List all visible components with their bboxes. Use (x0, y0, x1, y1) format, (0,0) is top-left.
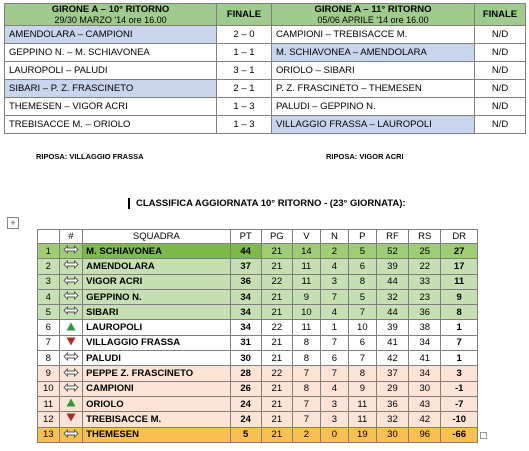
standings-team: TREBISACCE M. (83, 412, 230, 427)
standings-pg: 22 (261, 320, 292, 335)
header-hash: # (59, 230, 83, 244)
standings-p: 5 (348, 289, 376, 304)
standings-pt: 24 (230, 396, 261, 411)
fixtures-table (4, 3, 526, 134)
fixture-score-right: N/D (475, 26, 526, 44)
fixture-score-right: N/D (475, 44, 526, 62)
standings-dr: 9 (441, 289, 478, 304)
standings-pt: 34 (230, 320, 261, 335)
standings-n: 1 (320, 320, 348, 335)
round-10-header (5, 4, 217, 26)
standings-pt: 34 (230, 305, 261, 320)
standings-pg: 21 (261, 289, 292, 304)
standings-v: 11 (292, 259, 320, 274)
fixture-score-right: N/D (475, 98, 526, 116)
fixture-row (5, 62, 526, 80)
fixture-match-left: SIBARI – P. Z. FRASCINETO (5, 80, 217, 98)
fixture-match-left: LAUROPOLI – PALUDI (5, 62, 217, 80)
standings-pg: 21 (261, 396, 292, 411)
double-arrow-icon (63, 306, 79, 318)
standings-trend (59, 289, 83, 304)
fixture-row (5, 26, 526, 44)
standings-trend (59, 351, 83, 366)
standings-team: VILLAGGIO FRASSA (83, 335, 230, 350)
standings-row (38, 305, 478, 320)
standings-pg: 21 (261, 412, 292, 427)
standings-dr: 1 (441, 351, 478, 366)
header-pt: PT (230, 230, 261, 244)
standings-v: 11 (292, 274, 320, 289)
fixture-score-right: N/D (475, 80, 526, 98)
standings-p: 11 (348, 412, 376, 427)
standings-pg: 22 (261, 366, 292, 381)
standings-header-row (38, 230, 478, 244)
standings-row (38, 366, 478, 381)
up-triangle-icon (66, 322, 76, 334)
standings-p: 7 (348, 351, 376, 366)
standings-v: 9 (292, 289, 320, 304)
standings-v: 2 (292, 427, 320, 442)
standings-pt: 34 (230, 289, 261, 304)
standings-trend (59, 427, 83, 442)
standings-position: 10 (38, 381, 60, 396)
standings-n: 2 (320, 244, 348, 259)
standings-rf: 52 (376, 244, 408, 259)
standings-trend (59, 274, 83, 289)
standings-dr: 27 (441, 244, 478, 259)
standings-dr: -7 (441, 396, 478, 411)
standings-team: PEPPE Z. FRASCINETO (83, 366, 230, 381)
standings-pt: 28 (230, 366, 261, 381)
standings-rs: 38 (409, 320, 441, 335)
standings-row (38, 396, 478, 411)
standings-team: CAMPIONI (83, 381, 230, 396)
standings-p: 6 (348, 259, 376, 274)
standings-rs: 22 (409, 259, 441, 274)
standings-p: 8 (348, 274, 376, 289)
standings-trend (59, 244, 83, 259)
fixture-match-left: GEPPINO N. – M. SCHIAVONEA (5, 44, 217, 62)
standings-trend (59, 412, 83, 427)
standings-position: 8 (38, 351, 60, 366)
down-triangle-icon (66, 413, 76, 425)
fixture-match-left: AMENDOLARA – CAMPIONI (5, 26, 217, 44)
double-arrow-icon (63, 276, 79, 288)
standings-rf: 29 (376, 381, 408, 396)
round-10-final-header: FINALE (217, 4, 272, 26)
standings-pg: 21 (261, 427, 292, 442)
standings-row (38, 412, 478, 427)
riposa-left: RIPOSA: VILLAGGIO FRASSA (36, 152, 144, 161)
standings-v: 8 (292, 335, 320, 350)
standings-rs: 41 (409, 351, 441, 366)
standings-pg: 21 (261, 259, 292, 274)
standings-v: 11 (292, 320, 320, 335)
standings-position: 11 (38, 396, 60, 411)
fixture-score-right: N/D (475, 62, 526, 80)
table-resize-handle[interactable] (480, 432, 487, 439)
standings-trend (59, 305, 83, 320)
fixture-score-right: N/D (475, 116, 526, 134)
standings-rf: 41 (376, 335, 408, 350)
double-arrow-icon (63, 368, 79, 380)
round-11-title: GIRONE A – 11° RITORNO (314, 4, 432, 15)
fixture-match-right: CAMPIONI – TREBISACCE M. (272, 26, 475, 44)
header-pg: PG (261, 230, 292, 244)
standings-n: 3 (320, 396, 348, 411)
standings-pt: 37 (230, 259, 261, 274)
standings-pt: 24 (230, 412, 261, 427)
fixtures-header-row (5, 4, 526, 26)
standings-pg: 21 (261, 244, 292, 259)
standings-position: 7 (38, 335, 60, 350)
standings-team: LAUROPOLI (83, 320, 230, 335)
standings-rf: 44 (376, 305, 408, 320)
standings-dr: 17 (441, 259, 478, 274)
standings-position: 3 (38, 274, 60, 289)
standings-n: 0 (320, 427, 348, 442)
round-10-date: 29/30 MARZO '14 ore 16.00 (54, 15, 167, 25)
standings-p: 6 (348, 335, 376, 350)
standings-trend (59, 335, 83, 350)
standings-p: 19 (348, 427, 376, 442)
down-triangle-icon (66, 337, 76, 349)
standings-position: 1 (38, 244, 60, 259)
standings-rf: 32 (376, 289, 408, 304)
standings-row (38, 274, 478, 289)
standings-rs: 43 (409, 396, 441, 411)
standings-rs: 30 (409, 381, 441, 396)
standings-dr: -1 (441, 381, 478, 396)
standings-rf: 37 (376, 366, 408, 381)
fixture-score-left: 1 – 3 (217, 98, 272, 116)
standings-v: 7 (292, 412, 320, 427)
double-arrow-icon (63, 291, 79, 303)
standings-row (38, 351, 478, 366)
fixture-row (5, 44, 526, 62)
standings-n: 6 (320, 351, 348, 366)
standings-pt: 36 (230, 274, 261, 289)
standings-team: ORIOLO (83, 396, 230, 411)
standings-v: 7 (292, 366, 320, 381)
round-11-final-header: FINALE (475, 4, 526, 26)
standings-rs: 34 (409, 366, 441, 381)
standings-trend (59, 366, 83, 381)
standings-p: 9 (348, 381, 376, 396)
standings-n: 7 (320, 366, 348, 381)
standings-rs: 36 (409, 305, 441, 320)
standings-row (38, 320, 478, 335)
standings-position: 12 (38, 412, 60, 427)
riposa-right: RIPOSA: VIGOR ACRI (326, 152, 404, 161)
standings-position: 5 (38, 305, 60, 320)
standings-pt: 5 (230, 427, 261, 442)
standings-dr: -10 (441, 412, 478, 427)
standings-pt: 30 (230, 351, 261, 366)
fixture-match-right: M. SCHIAVONEA – AMENDOLARA (272, 44, 475, 62)
standings-pt: 44 (230, 244, 261, 259)
standings-position: 4 (38, 289, 60, 304)
round-11-header (272, 4, 475, 26)
standings-title: CLASSIFICA AGGIORNATA 10° RITORNO - (23° GIORNATA): (128, 198, 406, 209)
standings-pg: 21 (261, 381, 292, 396)
round-11-date: 05/06 APRILE '14 ore 16.00 (317, 15, 429, 25)
fixture-match-right: P. Z. FRASCINETO – THEMESEN (272, 80, 475, 98)
standings-trend (59, 259, 83, 274)
standings-p: 11 (348, 396, 376, 411)
standings-rs: 33 (409, 274, 441, 289)
standings-pg: 21 (261, 305, 292, 320)
fixture-match-right: PALUDI – GEPPINO N. (272, 98, 475, 116)
standings-pg: 21 (261, 335, 292, 350)
fixture-score-left: 1 – 1 (217, 44, 272, 62)
standings-trend (59, 396, 83, 411)
fixture-match-right: VILLAGGIO FRASSA – LAUROPOLI (272, 116, 475, 134)
standings-position: 13 (38, 427, 60, 442)
standings-position: 6 (38, 320, 60, 335)
standings-v: 7 (292, 396, 320, 411)
fixture-match-left: THEMESEN – VIGOR ACRI (5, 98, 217, 116)
standings-dr: 3 (441, 366, 478, 381)
standings-team: PALUDI (83, 351, 230, 366)
standings-rs: 96 (409, 427, 441, 442)
standings-n: 7 (320, 335, 348, 350)
header-rs: RS (409, 230, 441, 244)
standings-rf: 30 (376, 427, 408, 442)
standings-dr: 1 (441, 320, 478, 335)
double-arrow-icon (63, 245, 79, 257)
fixture-score-left: 1 – 3 (217, 116, 272, 134)
up-triangle-icon (66, 398, 76, 410)
standings-n: 7 (320, 289, 348, 304)
standings-v: 10 (292, 305, 320, 320)
standings-rf: 32 (376, 412, 408, 427)
standings-table (37, 229, 478, 443)
standings-dr: 7 (441, 335, 478, 350)
standings-pt: 31 (230, 335, 261, 350)
standings-row (38, 244, 478, 259)
standings-rs: 34 (409, 335, 441, 350)
standings-team: GEPPINO N. (83, 289, 230, 304)
standings-team: SIBARI (83, 305, 230, 320)
standings-rs: 23 (409, 289, 441, 304)
standings-team: VIGOR ACRI (83, 274, 230, 289)
fixture-match-left: TREBISACCE M. – ORIOLO (5, 116, 217, 134)
standings-p: 7 (348, 305, 376, 320)
fixture-row (5, 98, 526, 116)
fixture-row (5, 116, 526, 134)
standings-rf: 44 (376, 274, 408, 289)
standings-pt: 26 (230, 381, 261, 396)
standings-pg: 22 (261, 274, 292, 289)
header-dr: DR (441, 230, 478, 244)
standings-row (38, 259, 478, 274)
round-10-title: GIRONE A – 10° RITORNO (51, 4, 170, 15)
table-move-handle-icon[interactable]: + (7, 217, 19, 229)
header-v: V (292, 230, 320, 244)
standings-rf: 39 (376, 320, 408, 335)
standings-position: 9 (38, 366, 60, 381)
fixture-score-left: 2 – 1 (217, 80, 272, 98)
standings-v: 8 (292, 381, 320, 396)
standings-n: 4 (320, 381, 348, 396)
standings-v: 14 (292, 244, 320, 259)
fixture-score-left: 3 – 1 (217, 62, 272, 80)
standings-p: 8 (348, 366, 376, 381)
standings-rs: 42 (409, 412, 441, 427)
double-arrow-icon (63, 260, 79, 272)
header-rf: RF (376, 230, 408, 244)
standings-rs: 25 (409, 244, 441, 259)
standings-n: 4 (320, 259, 348, 274)
fixture-score-left: 2 – 0 (217, 26, 272, 44)
standings-dr: 11 (441, 274, 478, 289)
standings-team: M. SCHIAVONEA (83, 244, 230, 259)
standings-trend (59, 381, 83, 396)
standings-rf: 36 (376, 396, 408, 411)
standings-dr: 8 (441, 305, 478, 320)
standings-position: 2 (38, 259, 60, 274)
standings-v: 8 (292, 351, 320, 366)
standings-body (38, 244, 478, 443)
standings-pg: 21 (261, 351, 292, 366)
standings-rf: 42 (376, 351, 408, 366)
double-arrow-icon (63, 352, 79, 364)
double-arrow-icon (63, 383, 79, 395)
standings-p: 10 (348, 320, 376, 335)
standings-rf: 39 (376, 259, 408, 274)
standings-team: AMENDOLARA (83, 259, 230, 274)
standings-trend (59, 320, 83, 335)
standings-row (38, 381, 478, 396)
standings-team: THEMESEN (83, 427, 230, 442)
standings-p: 5 (348, 244, 376, 259)
standings-n: 3 (320, 274, 348, 289)
standings-n: 4 (320, 305, 348, 320)
header-n: N (320, 230, 348, 244)
double-arrow-icon (63, 429, 79, 441)
standings-dr: -66 (441, 427, 478, 442)
standings-row (38, 335, 478, 350)
header-pos (38, 230, 60, 244)
standings-row (38, 427, 478, 442)
header-squadra: SQUADRA (83, 230, 230, 244)
standings-n: 3 (320, 412, 348, 427)
header-p: P (348, 230, 376, 244)
fixture-match-right: ORIOLO – SIBARI (272, 62, 475, 80)
standings-row (38, 289, 478, 304)
fixture-row (5, 80, 526, 98)
